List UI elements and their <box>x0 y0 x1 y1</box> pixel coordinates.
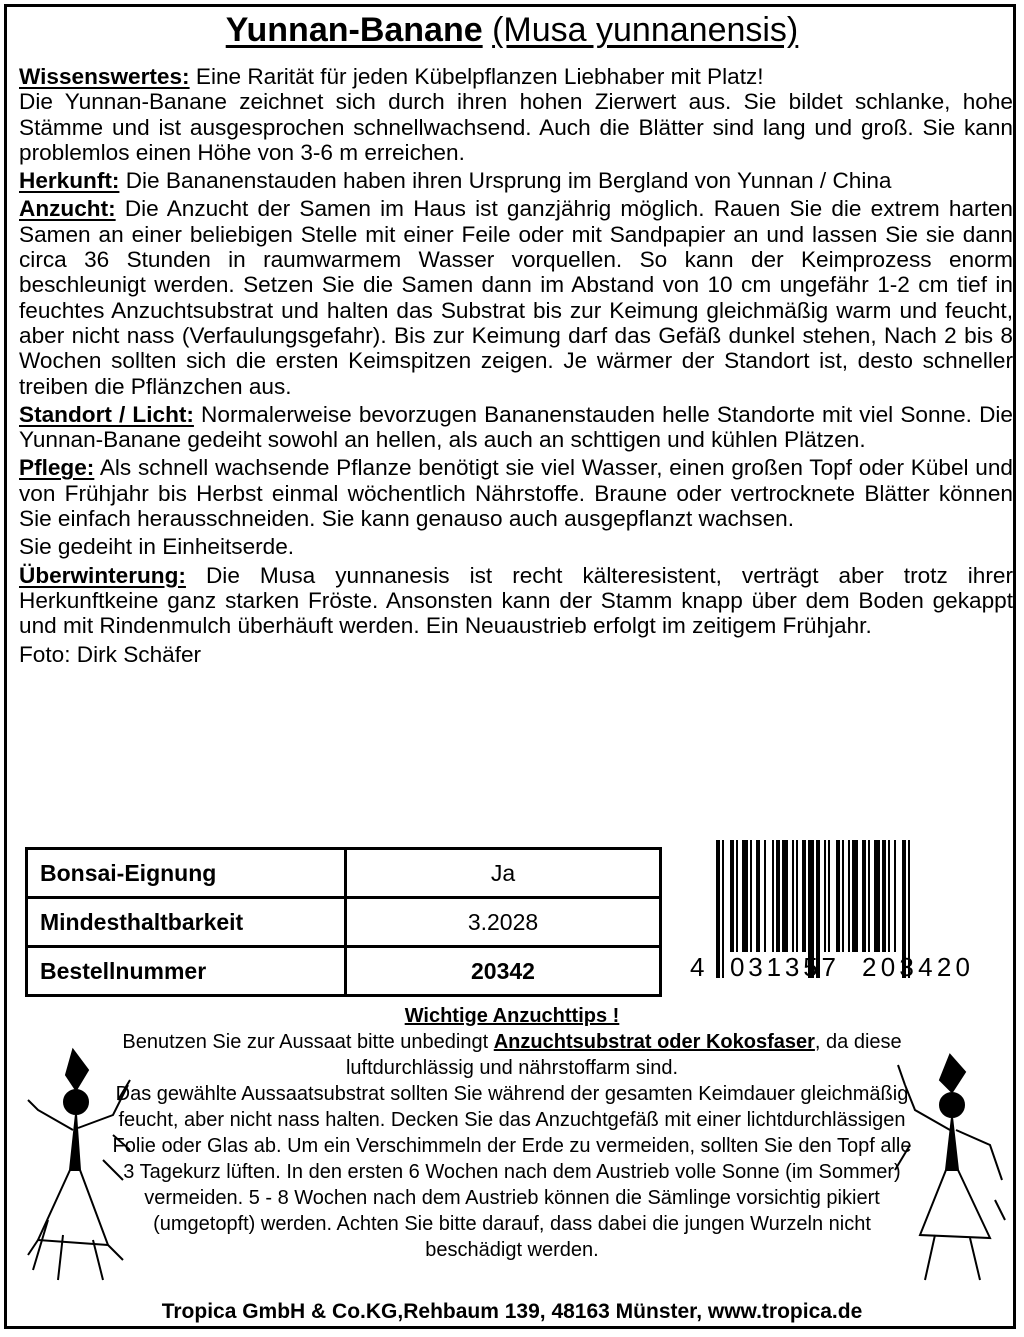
row-value: 3.2028 <box>346 898 661 947</box>
barcode-bar <box>756 840 760 952</box>
barcode-group-left: 031357 <box>730 952 836 982</box>
barcode-bar <box>874 840 880 952</box>
barcode-bar <box>716 840 720 978</box>
tips-body: Das gewählte Aussaatsubstrat sollten Sie während der gesamten Keimdauer gleichmäßig feucht, aber nicht nass halten. Decken Sie das Anzuchtgefäß mit einer lichtdurchlässigen Folie oder Glas ab. Um ein Verschimmeln der Erde zu vermeiden, sollten Sie den Topf alle 3 Tagekurz lüften. In den ersten 6 Wochen nach dem Austrieb volle Sonne (im Sommer) vermeiden. 5 - 8 Wochen nach dem Austrieb können die Sämlinge vorsichtig pikiert (umgetopft) werden. Achten Sie bitte darauf, dass dabei die jungen Wurzeln nicht beschädigt werden. <box>112 1083 912 1261</box>
barcode-group-right: 203420 <box>862 952 970 982</box>
section-einheitserde: Sie gedeiht in Einheitserde. <box>19 534 295 560</box>
description-body <box>19 64 1013 662</box>
photo-credit: Foto: Dirk Schäfer <box>19 641 202 662</box>
row-label: Bonsai-Eignung <box>27 849 346 898</box>
tribal-dancer-illustration-left <box>18 1040 136 1285</box>
barcode-bar <box>828 840 830 952</box>
barcode-bar <box>736 840 738 952</box>
row-value: Ja <box>346 849 661 898</box>
barcode-bar <box>836 840 840 952</box>
barcode-bar <box>868 840 870 952</box>
tips-heading: Wichtige Anzuchttips ! <box>404 1005 620 1027</box>
page-title <box>0 8 1024 52</box>
barcode-bar <box>852 840 858 952</box>
barcode-bar <box>894 840 896 952</box>
barcode-bar <box>888 840 890 952</box>
company-footer: Tropica GmbH & Co.KG,Rehbaum 139, 48163 Münster, www.tropica.de <box>161 1300 863 1323</box>
section-ueberwinterung: Überwinterung: Die Musa yunnanesis ist recht kälteresistent, verträgt aber trotz ihrer Herkunftkeine ganz starken Fröste. Ansonsten kann der Stamm knapp über dem Boden gekappt und mit Rindenmulch überhäuft werden. Ein Neuaustrieb erfolgt im zeitigem Frühjahr. <box>19 562 1013 639</box>
ean-barcode <box>690 840 990 985</box>
product-info-table <box>25 847 662 997</box>
section-pflege: Pflege: Als schnell wachsende Pflanze benötigt sie viel Wasser, einen großen Topf oder Kübel und von Frühjahr bis Herbst einmal wöchentlich Nährstoffe. Braune oder vertrocknete Blätter können Sie einfach herausschneiden. Sie kann genauso auch ausgepflanzt wachsen. <box>19 455 1013 532</box>
barcode-bar <box>764 840 766 952</box>
barcode-bar <box>848 840 850 952</box>
barcode-bar <box>842 840 844 952</box>
table-row <box>27 947 661 996</box>
barcode-bar <box>824 840 826 952</box>
section-standort: Standort / Licht: Normalerweise bevorzugen Bananenstauden helle Standorte mit viel Sonne. Die Yunnan-Banane gedeiht sowohl an hellen, als auch an schttigen und kühlen Plätzen. <box>19 401 1013 453</box>
barcode-bar <box>796 840 798 952</box>
row-label: Mindesthaltbarkeit <box>27 898 346 947</box>
barcode-bar <box>772 840 774 952</box>
barcode-bar <box>882 840 886 952</box>
barcode-bar <box>742 840 748 952</box>
row-value: 20342 <box>346 947 661 996</box>
barcode-bar <box>722 840 724 978</box>
title-latin-name: (Musa yunnanensis) <box>492 11 799 49</box>
sowing-tips <box>110 1003 914 1263</box>
barcode-bar <box>792 840 794 952</box>
tips-highlight: Anzuchtsubstrat oder Kokosfaser <box>493 1031 815 1053</box>
section-herkunft: Herkunft: Die Bananenstauden haben ihren Ursprung im Bergland von Yunnan / China <box>19 168 892 194</box>
section-intro-text: Die Yunnan-Banane zeichnet sich durch ihren hohen Zierwert aus. Sie bildet schlanke, hohe Stämme und ist ausgesprochen schnellwachsend. Auch die Blätter sind lang und groß. Sie kann problemlos einen Höhe von 3-6 m erreichen. <box>19 89 1013 165</box>
title-common-name: Yunnan-Banane <box>225 11 483 49</box>
tips-intro: Benutzen Sie zur Aussaat bitte unbedingt Anzuchtsubstrat oder Kokosfaser, da diese luftdurchlässig und nährstoffarm sind. <box>122 1031 902 1079</box>
table-row <box>27 898 661 947</box>
barcode-bar <box>782 840 788 952</box>
barcode-bar <box>802 840 806 952</box>
barcode-digit-first: 4 <box>690 952 705 982</box>
barcode-bar <box>750 840 752 952</box>
barcode-bar <box>730 840 734 952</box>
barcode-bar <box>776 840 780 952</box>
barcode-bar <box>862 840 866 952</box>
section-wissenswertes: Wissenswertes: Eine Rarität für jeden Kübelpflanzen Liebhaber mit Platz! <box>19 64 764 89</box>
row-label: Bestellnummer <box>27 947 346 996</box>
tribal-dancer-illustration-right <box>890 1050 1008 1285</box>
section-anzucht: Anzucht: Die Anzucht der Samen im Haus ist ganzjährig möglich. Rauen Sie die extrem harten Samen an einer beliebigen Stelle mit einer Feile oder mit Sandpapier an und lassen Sie sie dann circa 36 Stunden in raumwarmem Wasser vorquellen. So kann der Keimprozess enorm beschleunigt werden. Setzen Sie die Samen dann im Abstand von 10 cm ungefähr 1-2 cm tief in feuchtes Anzuchtsubstrat und halten das Substrat bis zur Keimung gleichmäßig warm und feucht, aber nicht nass (Verfaulungsgefahr). Bis zur Keimung darf das Gefäß dunkel stehen, Nach 2 bis 8 Wochen sollten sich die ersten Keimspitzen zeigen. Je wärmer der Standort ist, desto schneller treiben die Pflänzchen aus. <box>19 196 1013 399</box>
table-row <box>27 849 661 898</box>
